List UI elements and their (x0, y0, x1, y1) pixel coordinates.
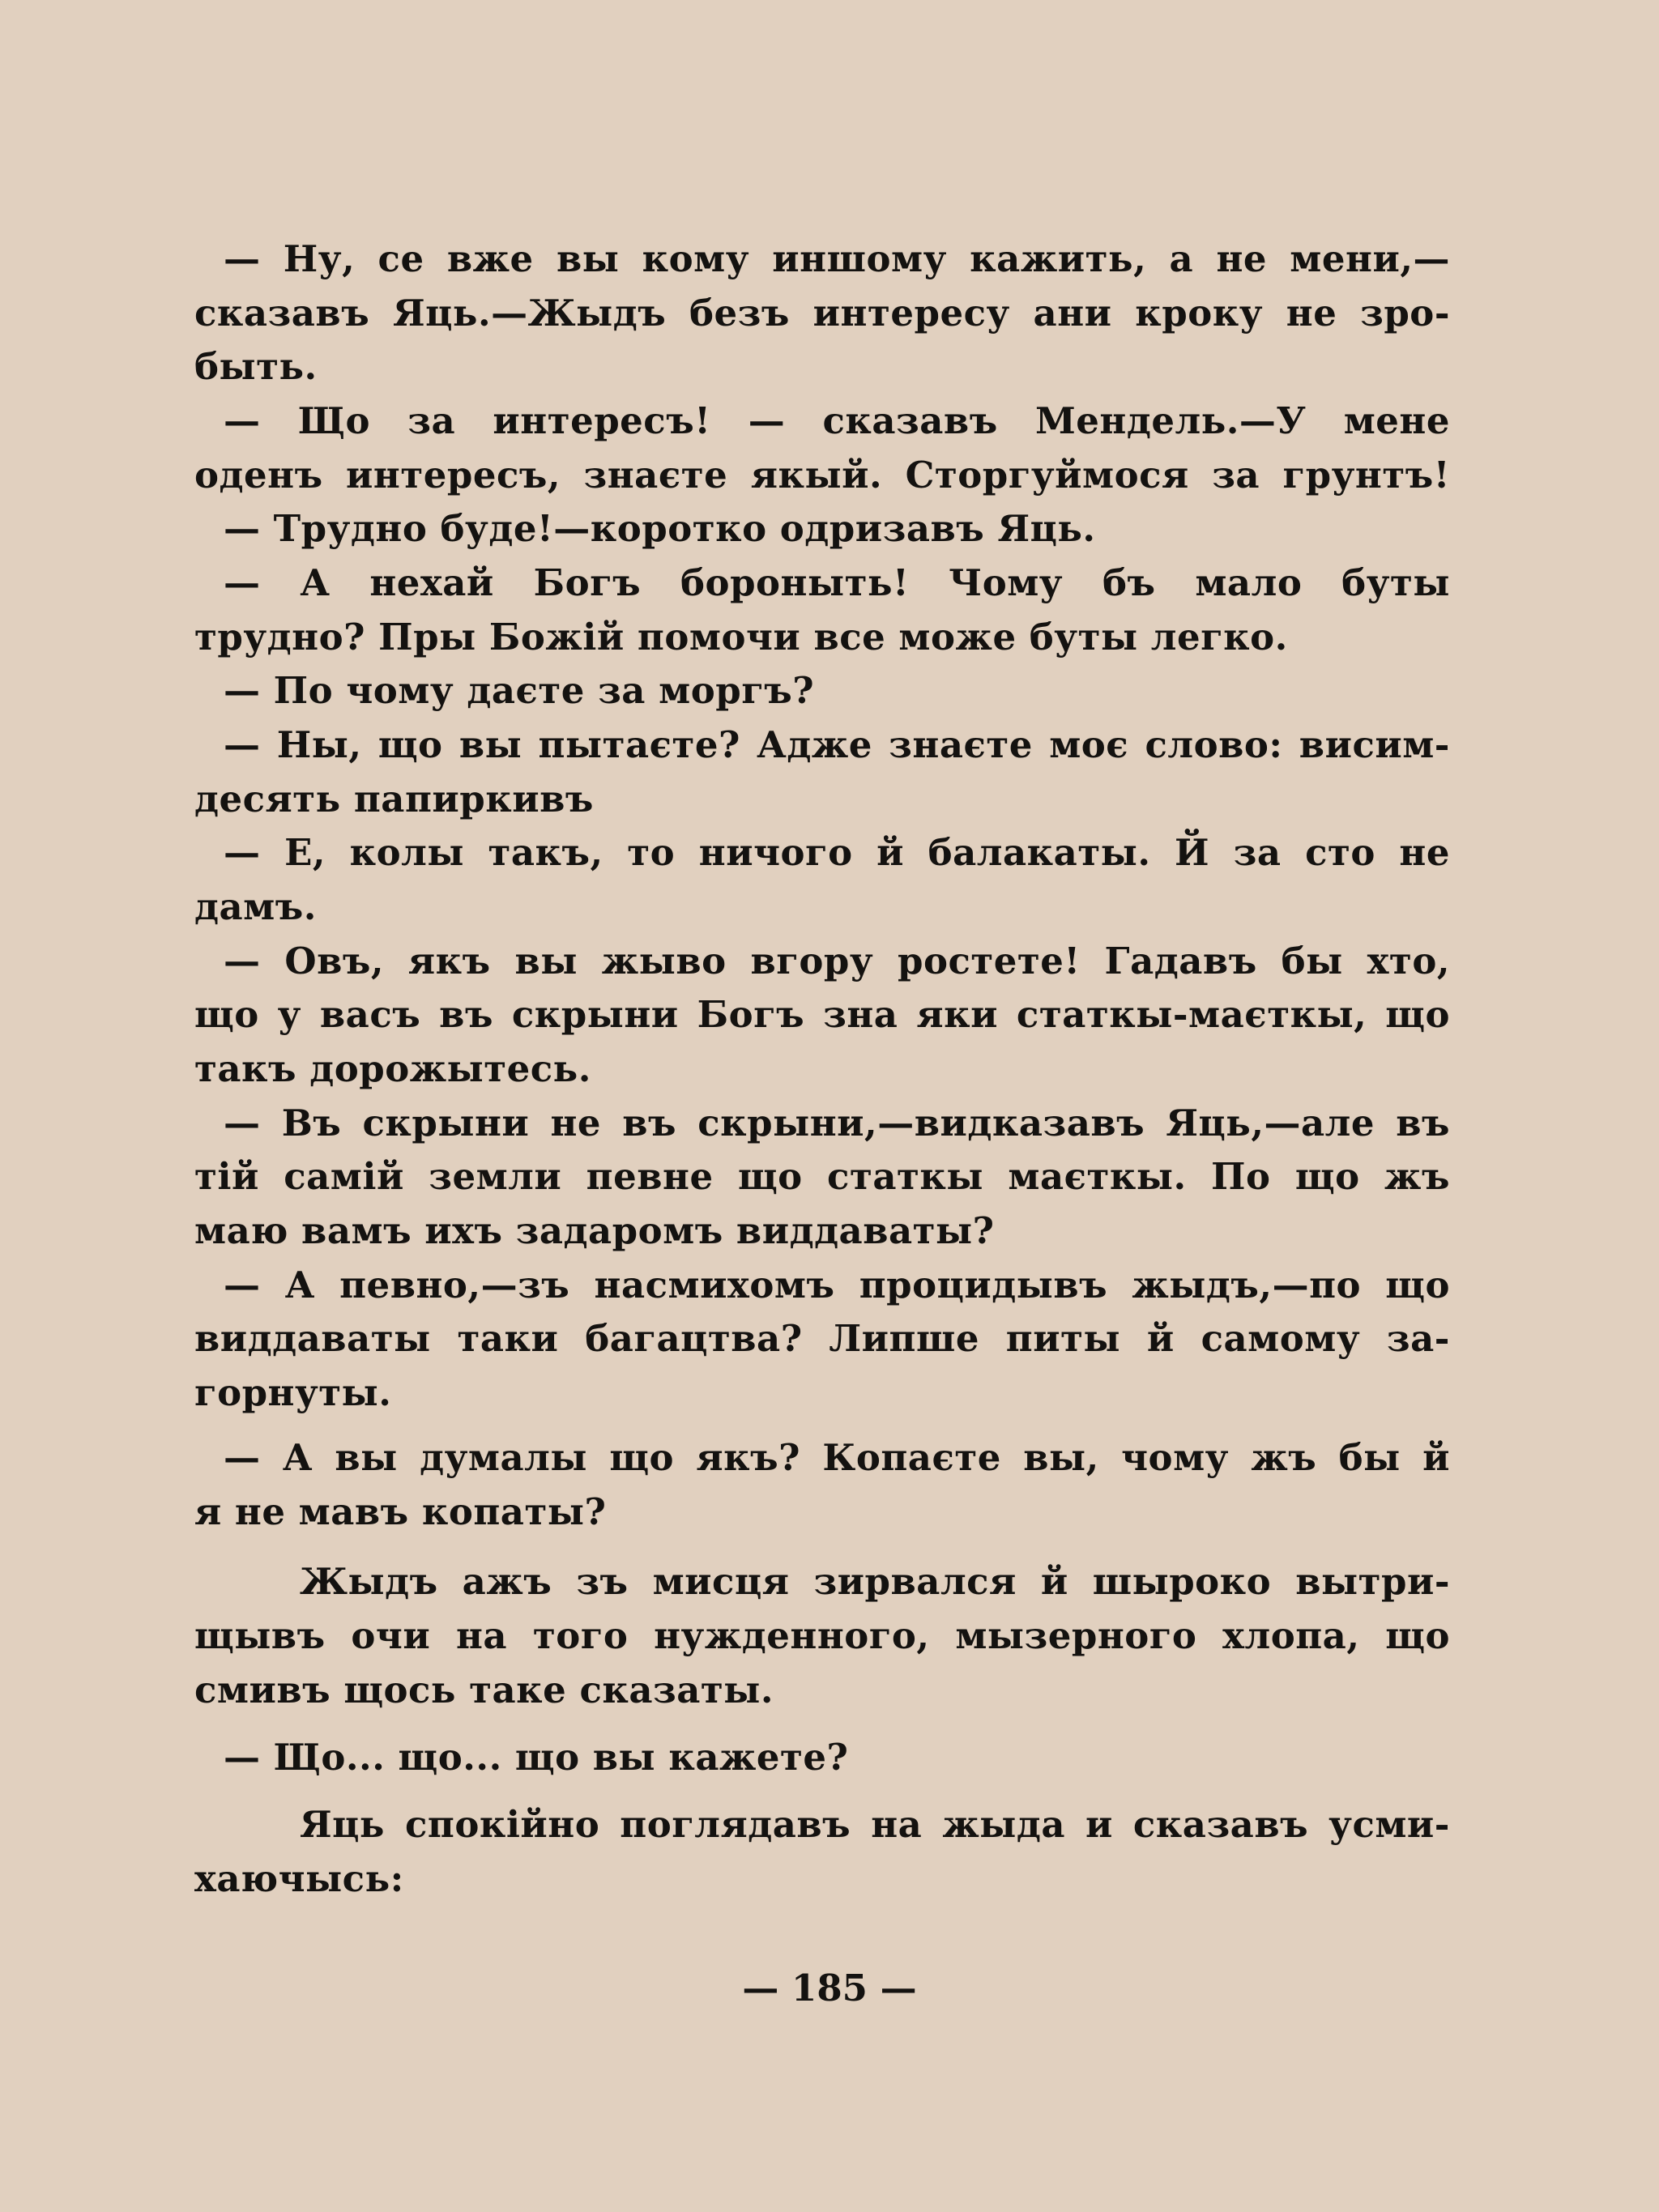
text-line: — Трудно буде!—коротко одризавъ Яць. (224, 507, 1096, 550)
text-line: хаючысь: (194, 1857, 404, 1900)
text-line: — По чому даєте за моргъ? (224, 669, 815, 712)
text-line: тій самій земли певне що статкы маєткы. По що жъ (194, 1155, 1450, 1198)
text-line: быть. (194, 345, 318, 388)
text-line: десять папиркивъ (194, 778, 594, 820)
text-line: — Що... що... що вы кажете? (224, 1736, 849, 1779)
text-line: що у васъ въ скрыни Богъ зна яки статкы-маєткы, що (194, 993, 1450, 1036)
text-line: виддаваты таки багацтва? Липше питы й самому за- (194, 1317, 1450, 1360)
text-line: Яць спокійно поглядавъ на жыда и сказавъ усми- (300, 1803, 1450, 1846)
text-line: такъ дорожытесь. (194, 1047, 591, 1090)
text-line: смивъ щось таке сказаты. (194, 1669, 774, 1711)
text-line: дамъ. (194, 885, 317, 928)
text-line: я не мавъ копаты? (194, 1490, 607, 1533)
text-line: — А нехай Богъ бороныть! Чому бъ мало буты (224, 561, 1450, 604)
text-line: — А певно,—зъ насмихомъ процидывъ жыдъ,—по що (224, 1264, 1450, 1306)
text-line: — Е, колы такъ, то ничого й балакаты. Й за сто не (224, 831, 1450, 874)
text-line: сказавъ Яць.—Жыдъ безъ интересу ани кроку не зро- (194, 292, 1450, 335)
text-line: маю вамъ ихъ задаромъ виддаваты? (194, 1209, 995, 1252)
text-line: — Овъ, якъ вы жыво вгору ростете! Гадавъ бы хто, (224, 940, 1450, 982)
text-line: — Що за интересъ! — сказавъ Мендель.—У мене (224, 399, 1450, 442)
text-line: — А вы думалы що якъ? Копаєте вы, чому жъ бы й (224, 1436, 1450, 1479)
text-line: Жыдъ ажъ зъ мисця зирвался й шыроко вытри- (300, 1560, 1450, 1603)
text-line: — Ны, що вы пытаєте? Адже знаєте моє слово: висим- (224, 723, 1450, 766)
text-line: — Въ скрыни не въ скрыни,—видказавъ Яць,—але въ (224, 1102, 1450, 1144)
text-line: горнуты. (194, 1371, 392, 1414)
text-line: трудно? Пры Божій помочи все може буты легко. (194, 616, 1288, 658)
text-line: щывъ очи на того нужденного, мызерного хлопа, що (194, 1614, 1450, 1657)
text-line: оденъ интересъ, знаєте якый. Сторгуймося за грунтъ! (194, 454, 1450, 497)
page-number: — 185 — (742, 1967, 917, 2010)
text-line: — Ну, се вже вы кому иншому кажить, а не мени,— (224, 237, 1450, 280)
